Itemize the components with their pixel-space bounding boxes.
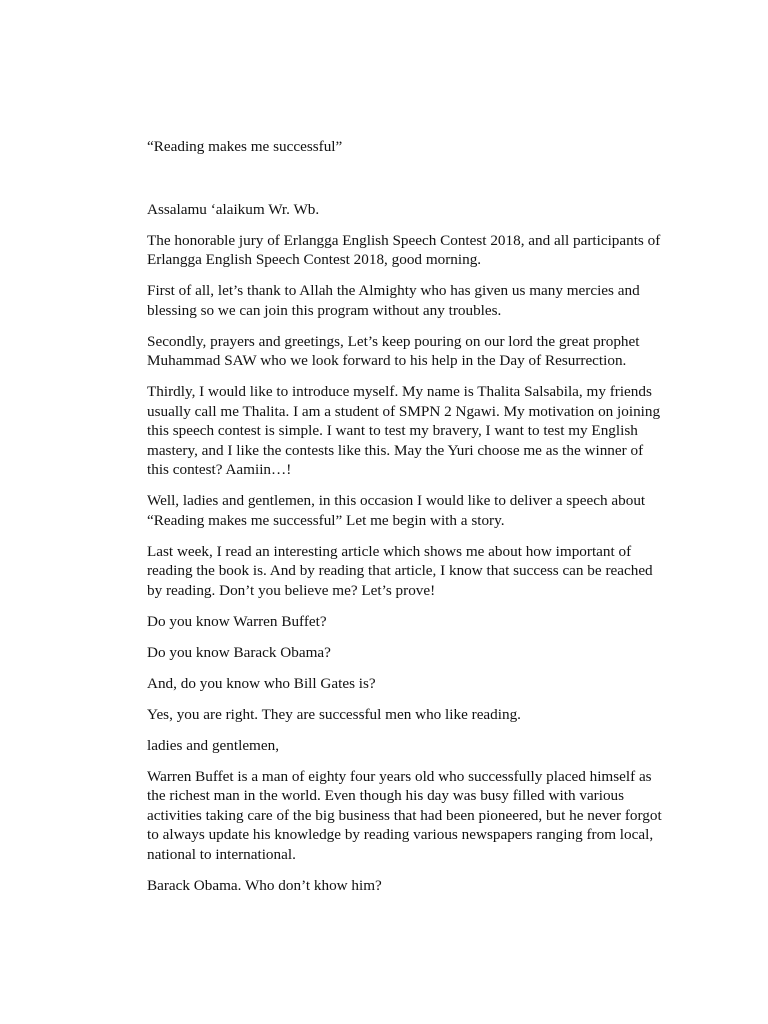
paragraph-prayers: Secondly, prayers and greetings, Let’s keep pouring on our lord the great prophet Muhammad SAW who we look forward to his help in the Day of Resurrection. [147, 332, 640, 369]
paragraph-thanks: First of all, let’s thank to Allah the Almighty who has given us many mercies and blessing so we can join this program without any troubles. [147, 282, 640, 319]
paragraph-answer: Yes, you are right. They are successful men who like reading. [147, 705, 521, 723]
paragraph-buffet: Warren Buffet is a man of eighty four years old who successfully placed himself as the richest man in the world. Even though his day was busy filled with various activities taking care of the big business that had been pioneered, but he never forgot to always update his knowledge by reading various newspapers ranging from local, national to international. [147, 767, 662, 863]
paragraph-address: ladies and gentlemen, [147, 736, 280, 754]
paragraph-question-obama: Do you know Barack Obama? [147, 643, 331, 661]
paragraph-jury: The honorable jury of Erlangga English Speech Contest 2018, and all participants of Erlangga English Speech Contest 2018, good morning. [147, 231, 661, 268]
paragraph-question-gates: And, do you know who Bill Gates is? [147, 674, 376, 692]
document-body [147, 137, 667, 907]
paragraph-topic: Well, ladies and gentlemen, in this occasion I would like to deliver a speech about “Reading makes me successful” Let me begin with a story. [147, 492, 646, 529]
paragraph-obama: Barack Obama. Who don’t khow him? [147, 876, 382, 894]
speech-title: “Reading makes me successful” [147, 138, 343, 155]
paragraph-introduction: Thirdly, I would like to introduce myself. My name is Thalita Salsabila, my friends usually call me Thalita. I am a student of SMPN 2 Ngawi. My motivation on joining this speech contest is simple. I want to test my bravery, I want to test my English mastery, and I like the contests like this. May the Yuri choose me as the winner of this contest? Aamiin…! [147, 383, 661, 478]
paragraph-question-buffet: Do you know Warren Buffet? [147, 612, 327, 630]
paragraph-story: Last week, I read an interesting article which shows me about how important of reading the book is. And by reading that article, I know that success can be reached by reading. Don’t you believe me? Let’s prove! [147, 542, 653, 599]
paragraph-greeting: Assalamu ‘alaikum Wr. Wb. [147, 200, 320, 218]
